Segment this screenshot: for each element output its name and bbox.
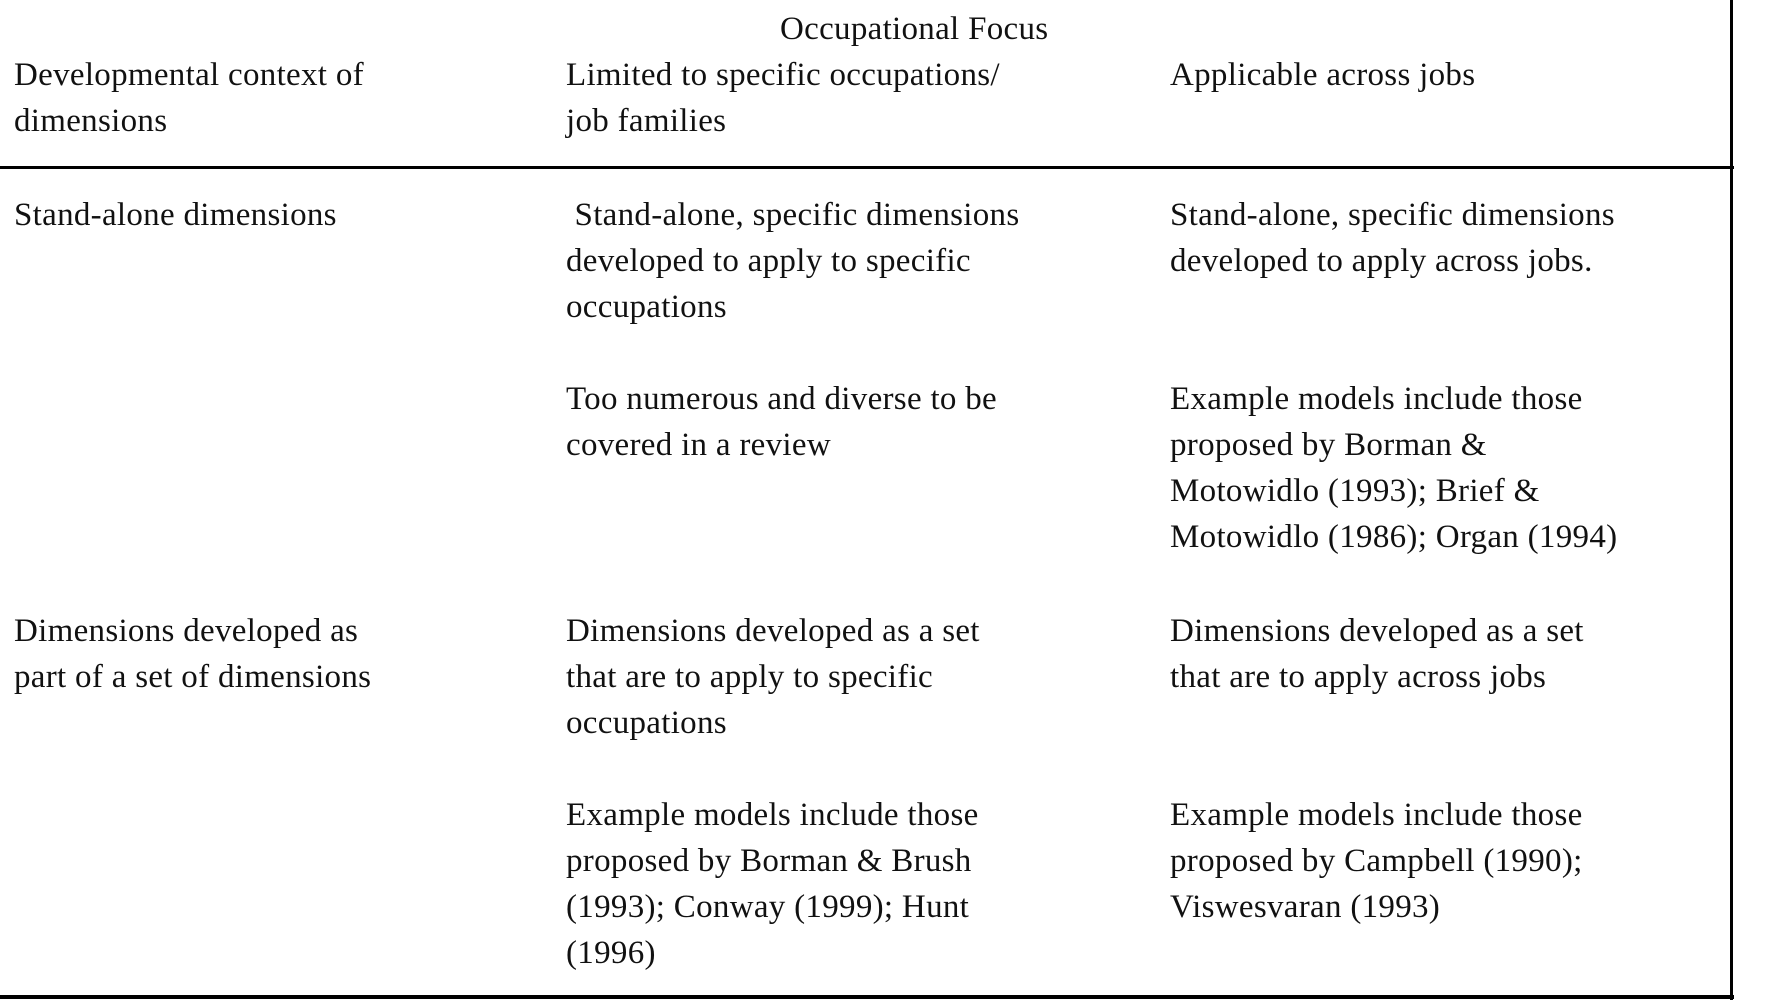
cell-line: Example models include those (1170, 797, 1583, 833)
cell-line: Motowidlo (1986); Organ (1994) (1170, 519, 1618, 555)
cell-line: Stand-alone, specific dimensions (566, 197, 1020, 233)
cell-line: Motowidlo (1993); Brief & (1170, 473, 1540, 509)
header-line: Limited to specific occupations/ (566, 57, 1000, 93)
cell-line: Dimensions developed as a set (1170, 613, 1584, 649)
super-header: Occupational Focus (780, 11, 1049, 47)
cell-line: Stand-alone, specific dimensions (1170, 197, 1615, 233)
cell-line: developed to apply across jobs. (1170, 243, 1593, 279)
cell-line: Viswesvaran (1993) (1170, 889, 1441, 925)
row-label: part of a set of dimensions (14, 659, 372, 695)
cell-line: (1993); Conway (1999); Hunt (566, 889, 970, 925)
header-line: job families (566, 103, 727, 139)
cell-line: (1996) (566, 935, 656, 971)
cell-line: proposed by Campbell (1990); (1170, 843, 1583, 879)
cell-line: proposed by Borman & (1170, 427, 1487, 463)
header-divider (0, 166, 1734, 169)
row-label: Dimensions developed as (14, 613, 359, 649)
cell-line: proposed by Borman & Brush (566, 843, 972, 879)
cell-line: Dimensions developed as a set (566, 613, 980, 649)
cell-line: Example models include those (566, 797, 979, 833)
header-line: dimensions (14, 103, 168, 139)
cell-line: covered in a review (566, 427, 831, 463)
bottom-border (0, 995, 1734, 999)
cell-line: that are to apply across jobs (1170, 659, 1547, 695)
cell-line: that are to apply to specific (566, 659, 933, 695)
header-line: Developmental context of (14, 57, 364, 93)
cell-line: Too numerous and diverse to be (566, 381, 998, 417)
cell-line: Example models include those (1170, 381, 1583, 417)
cell-line: developed to apply to specific (566, 243, 971, 279)
header-line: Applicable across jobs (1170, 57, 1476, 93)
right-border (1730, 0, 1733, 1000)
row-label: Stand-alone dimensions (14, 197, 337, 233)
cell-line: occupations (566, 705, 727, 741)
cell-line: occupations (566, 289, 727, 325)
